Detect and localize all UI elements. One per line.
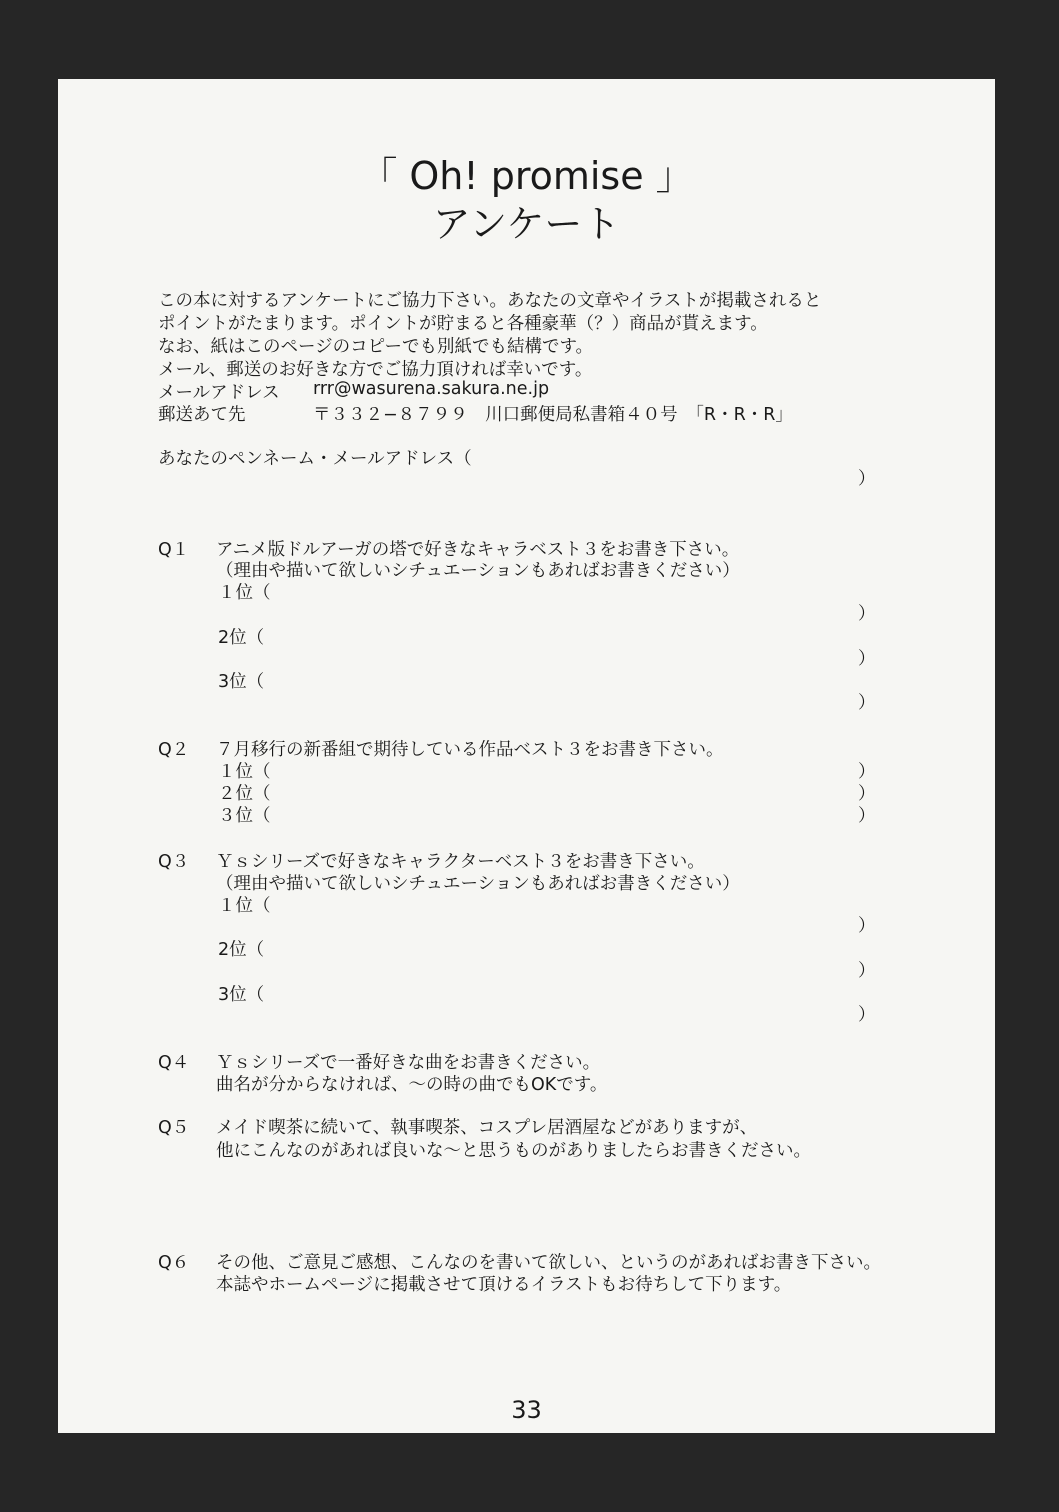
q5-note: 他にこんなのがあれば良いな〜と思うものがありましたらお書きください。 (216, 1141, 811, 1161)
q1-rank-2: 2位（ (218, 628, 265, 648)
questionnaire-page (58, 79, 995, 1433)
q3-rank-1-close: ） (858, 916, 876, 936)
post-value: 〒３３２−８７９９ 川口郵便局私書箱４０号 「R・R・R」 (313, 405, 793, 425)
page-subtitle: アンケート (432, 202, 621, 246)
q4-number: Q４ (158, 1053, 190, 1073)
intro-line-3: なお、紙はこのページのコピーでも別紙でも結構です。 (158, 337, 594, 357)
page-title: 「 Oh! promise 」 (359, 154, 694, 198)
q3-number: Q３ (158, 852, 190, 872)
q3-rank-2-close: ） (858, 961, 876, 981)
q2-text: ７月移行の新番組で期待している作品ベスト３をお書き下さい。 (216, 740, 724, 760)
penname-close: ） (858, 469, 876, 489)
intro-line-4: メール、郵送のお好きな方でご協力頂ければ幸いです。 (158, 360, 593, 380)
q3-rank-2: 2位（ (218, 940, 265, 960)
q5-number: Q５ (158, 1118, 190, 1138)
page-number: 33 (511, 1396, 542, 1424)
q3-rank-1: １位（ (218, 896, 271, 916)
q1-rank-3-close: ） (858, 693, 876, 713)
q2-rank-2-close: ） (858, 784, 876, 804)
q1-rank-1-close: ） (858, 604, 876, 624)
q1-note: （理由や描いて欲しいシチュエーションもあればお書きください） (216, 561, 740, 581)
q1-number: Q１ (158, 540, 190, 560)
q1-rank-1: １位（ (218, 583, 271, 603)
q4-text: Ｙｓシリーズで一番好きな曲をお書きください。 (216, 1053, 601, 1073)
q4-note: 曲名が分からなければ、〜の時の曲でもOKです。 (216, 1075, 608, 1095)
q1-text: アニメ版ドルアーガの塔で好きなキャラベスト３をお書き下さい。 (216, 540, 740, 560)
q3-rank-3-close: ） (858, 1005, 876, 1025)
q2-rank-1: １位（ (218, 762, 271, 782)
q3-text: Ｙｓシリーズで好きなキャラクターベスト３をお書き下さい。 (216, 852, 705, 872)
q2-rank-3-close: ） (858, 806, 876, 826)
q6-text: その他、ご意見ご感想、こんなのを書いて欲しい、というのがあればお書き下さい。 (216, 1253, 881, 1273)
q1-rank-3: 3位（ (218, 672, 265, 692)
q2-rank-3: ３位（ (218, 806, 271, 826)
email-value: rrr@wasurena.sakura.ne.jp (313, 379, 550, 399)
intro-line-1: この本に対するアンケートにご協力下さい。あなたの文章やイラストが掲載されると (158, 291, 822, 311)
q6-number: Q６ (158, 1253, 190, 1273)
penname-label: あなたのペンネーム・メールアドレス（ (158, 449, 472, 469)
q3-rank-3: 3位（ (218, 985, 265, 1005)
email-label: メールアドレス (158, 383, 280, 403)
q6-note: 本誌やホームページに掲載させて頂けるイラストもお待ちして下ります。 (216, 1275, 792, 1295)
q2-number: Q２ (158, 740, 190, 760)
q3-note: （理由や描いて欲しいシチュエーションもあればお書きください） (216, 874, 740, 894)
intro-line-2: ポイントがたまります。ポイントが貯まると各種豪華（？）商品が貰えます。 (158, 314, 768, 334)
q2-rank-1-close: ） (858, 762, 876, 782)
q1-rank-2-close: ） (858, 649, 876, 669)
q5-text: メイド喫茶に続いて、執事喫茶、コスプレ居酒屋などがありますが、 (216, 1118, 758, 1138)
post-label: 郵送あて先 (158, 405, 246, 425)
q2-rank-2: ２位（ (218, 784, 271, 804)
